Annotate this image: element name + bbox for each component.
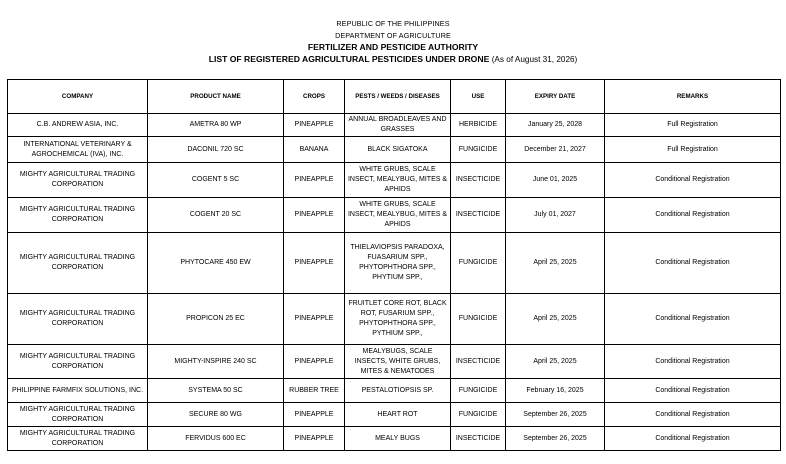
pesticide-table [7, 79, 781, 451]
expiry-cell: April 25, 2025 [506, 294, 605, 345]
product-cell: PROPICON 25 EC [148, 294, 284, 345]
use-cell: FUNGICIDE [451, 294, 506, 345]
column-header-crops: CROPS [284, 80, 345, 114]
use-cell: FUNGICIDE [451, 379, 506, 403]
product-cell: SYSTEMA 50 SC [148, 379, 284, 403]
expiry-cell: April 25, 2025 [506, 345, 605, 379]
product-cell: MIGHTY-INSPIRE 240 SC [148, 345, 284, 379]
authority-line: FERTILIZER AND PESTICIDE AUTHORITY [307, 42, 479, 52]
department-line: DEPARTMENT OF AGRICULTURE [335, 31, 451, 40]
use-cell: FUNGICIDE [451, 403, 506, 427]
use-cell: INSECTICIDE [451, 345, 506, 379]
column-header-pests: PESTS / WEEDS / DISEASES [345, 80, 451, 114]
table-row [8, 137, 781, 163]
use-cell: INSECTICIDE [451, 198, 506, 233]
remarks-cell: Conditional Registration [605, 403, 781, 427]
column-header-use: USE [451, 80, 506, 114]
expiry-cell: June 01, 2025 [506, 163, 605, 198]
expiry-cell: February 16, 2025 [506, 379, 605, 403]
pests-cell: THIELAVIOPSIS PARADOXA, FUASARIUM SPP., PHYTOPHTHORA SPP., PHYTIUM SPP., [345, 233, 451, 294]
table-row [8, 114, 781, 137]
use-cell: FUNGICIDE [451, 137, 506, 163]
use-cell: INSECTICIDE [451, 163, 506, 198]
remarks-cell: Full Registration [605, 137, 781, 163]
pests-cell: HEART ROT [345, 403, 451, 427]
pests-cell: PESTALOTIOPSIS SP. [345, 379, 451, 403]
remarks-cell: Conditional Registration [605, 345, 781, 379]
crops-cell: PINEAPPLE [284, 163, 345, 198]
expiry-cell: April 25, 2025 [506, 233, 605, 294]
product-cell: PHYTOCARE 450 EW [148, 233, 284, 294]
table-row [8, 198, 781, 233]
use-cell: INSECTICIDE [451, 427, 506, 451]
pests-cell: MEALY BUGS [345, 427, 451, 451]
remarks-cell: Conditional Registration [605, 294, 781, 345]
table-row [8, 233, 781, 294]
crops-cell: PINEAPPLE [284, 403, 345, 427]
product-cell: AMETRA 80 WP [148, 114, 284, 137]
company-cell: MIGHTY AGRICULTURAL TRADING CORPORATION [8, 345, 148, 379]
document-header [0, 0, 786, 66]
company-cell: C.B. ANDREW ASIA, INC. [8, 114, 148, 137]
product-cell: SECURE 80 WG [148, 403, 284, 427]
expiry-cell: January 25, 2028 [506, 114, 605, 137]
remarks-cell: Conditional Registration [605, 163, 781, 198]
crops-cell: PINEAPPLE [284, 427, 345, 451]
remarks-cell: Conditional Registration [605, 233, 781, 294]
pests-cell: WHITE GRUBS, SCALE INSECT, MEALYBUG, MITES & APHIDS [345, 198, 451, 233]
remarks-cell: Full Registration [605, 114, 781, 137]
company-cell: INTERNATIONAL VETERINARY & AGROCHEMICAL (IVA), INC. [8, 137, 148, 163]
table-row [8, 294, 781, 345]
as-of-date: (As of August 31, 2026) [491, 55, 578, 64]
use-cell: HERBICIDE [451, 114, 506, 137]
product-cell: COGENT 20 SC [148, 198, 284, 233]
republic-line: REPUBLIC OF THE PHILIPPINES [336, 19, 450, 28]
table-row [8, 427, 781, 451]
crops-cell: BANANA [284, 137, 345, 163]
table-row [8, 403, 781, 427]
company-cell: MIGHTY AGRICULTURAL TRADING CORPORATION [8, 294, 148, 345]
crops-cell: PINEAPPLE [284, 198, 345, 233]
crops-cell: PINEAPPLE [284, 233, 345, 294]
table-row [8, 163, 781, 198]
product-cell: COGENT 5 SC [148, 163, 284, 198]
remarks-cell: Conditional Registration [605, 198, 781, 233]
table-row [8, 345, 781, 379]
company-cell: PHILIPPINE FARMFIX SOLUTIONS, INC. [8, 379, 148, 403]
table-row [8, 379, 781, 403]
column-header-product: PRODUCT NAME [148, 80, 284, 114]
column-header-company: COMPANY [8, 80, 148, 114]
use-cell: FUNGICIDE [451, 233, 506, 294]
remarks-cell: Conditional Registration [605, 427, 781, 451]
company-cell: MIGHTY AGRICULTURAL TRADING CORPORATION [8, 198, 148, 233]
company-cell: MIGHTY AGRICULTURAL TRADING CORPORATION [8, 427, 148, 451]
crops-cell: RUBBER TREE [284, 379, 345, 403]
pests-cell: ANNUAL BROADLEAVES AND GRASSES [345, 114, 451, 137]
table-header-row [8, 80, 781, 114]
remarks-cell: Conditional Registration [605, 379, 781, 403]
expiry-cell: December 21, 2027 [506, 137, 605, 163]
pests-cell: BLACK SIGATOKA [345, 137, 451, 163]
company-cell: MIGHTY AGRICULTURAL TRADING CORPORATION [8, 163, 148, 198]
title-text: LIST OF REGISTERED AGRICULTURAL PESTICIDES UNDER DRONE [208, 54, 490, 64]
document-title [0, 53, 786, 66]
company-cell: MIGHTY AGRICULTURAL TRADING CORPORATION [8, 403, 148, 427]
product-cell: FERVIDUS 600 EC [148, 427, 284, 451]
crops-cell: PINEAPPLE [284, 114, 345, 137]
pests-cell: MEALYBUGS, SCALE INSECTS, WHITE GRUBS, MITES & NEMATODES [345, 345, 451, 379]
pests-cell: FRUITLET CORE ROT, BLACK ROT, FUSARIUM SPP., PHYTOPHTHORA SPP., PYTHIUM SPP., [345, 294, 451, 345]
crops-cell: PINEAPPLE [284, 294, 345, 345]
crops-cell: PINEAPPLE [284, 345, 345, 379]
expiry-cell: July 01, 2027 [506, 198, 605, 233]
company-cell: MIGHTY AGRICULTURAL TRADING CORPORATION [8, 233, 148, 294]
expiry-cell: September 26, 2025 [506, 403, 605, 427]
column-header-remarks: REMARKS [605, 80, 781, 114]
product-cell: DACONIL 720 SC [148, 137, 284, 163]
column-header-expiry: EXPIRY DATE [506, 80, 605, 114]
pests-cell: WHITE GRUBS, SCALE INSECT, MEALYBUG, MITES & APHIDS [345, 163, 451, 198]
expiry-cell: September 26, 2025 [506, 427, 605, 451]
